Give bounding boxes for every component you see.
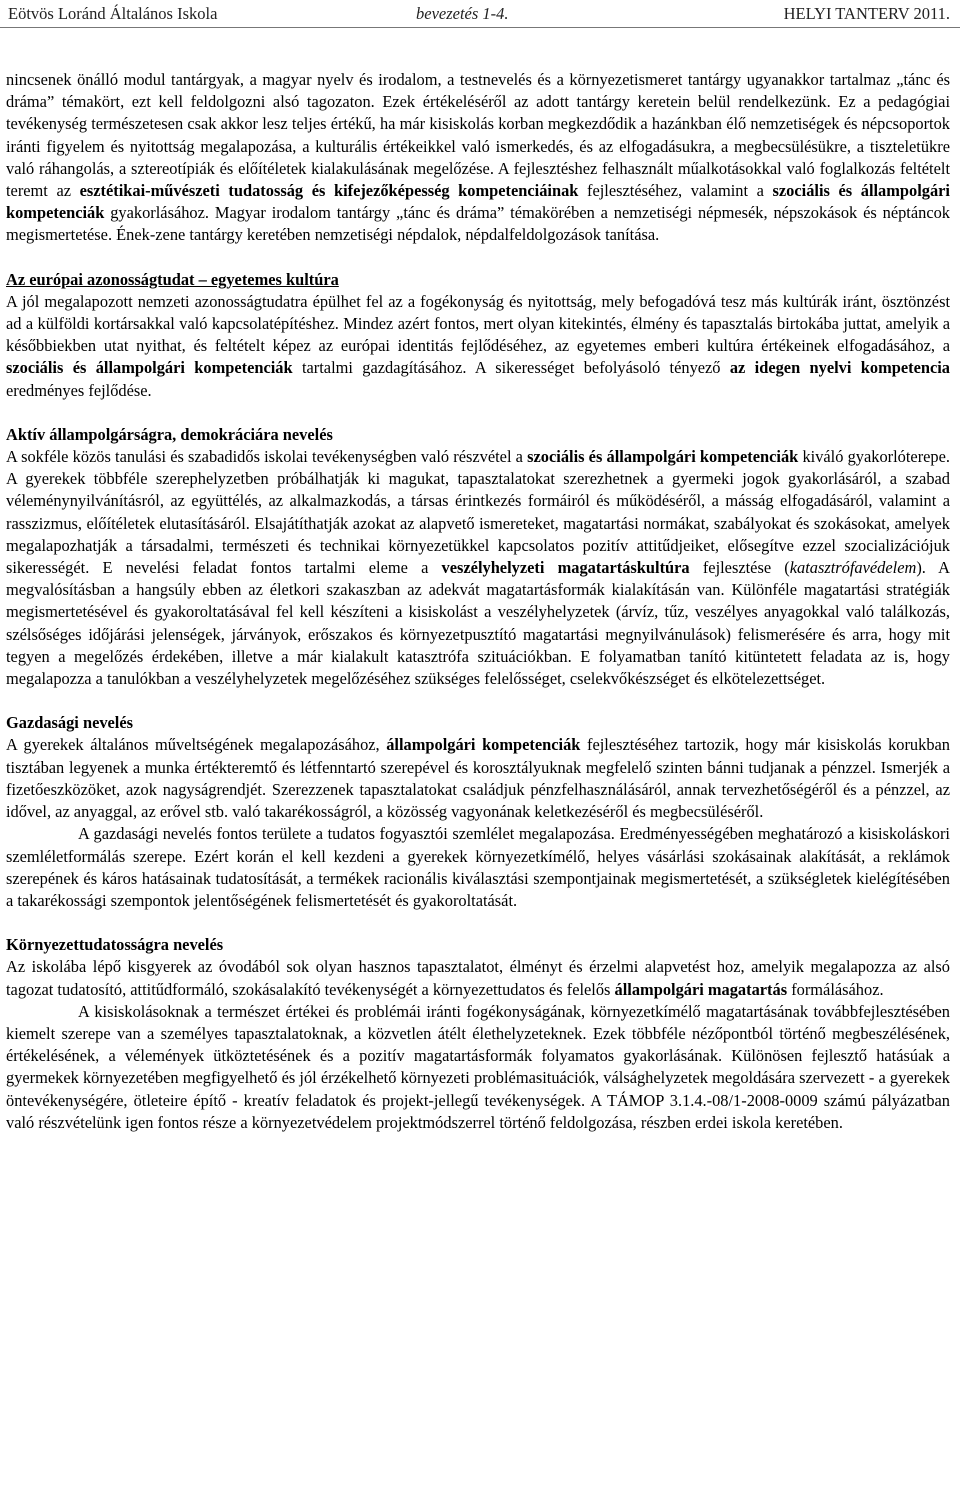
header-school-name: Eötvös Loránd Általános Iskola — [8, 4, 218, 23]
section-gap — [6, 247, 950, 269]
environmental-text-1: Az iskolába lépő kisgyerek az óvodából sok olyan hasznos tapasztalatot, élményt és érzelmi alapvetést hoz, amelyik megalapozza az alsó tagozat tudatosító, attitűdformáló, szokásalakító tevékenységét a környezettudatos és felelős — [6, 957, 950, 999]
section-title-european: Az európai azonosságtudat – egyetemes kultúra — [6, 269, 339, 289]
european-text-1: A jól megalapozott nemzeti azonosságtudatra épülhet fel az a fogékonyság és nyitottság, mely befogadóvá tesz más kultúrák iránt, ösztönzést ad a külföldi kortársakkal való kapcsolatépítéshez. Mindez azért fontos, mert olyan kitekintés, élmény és tapasztalás birtokába juttat, amelyik a későbbiekben utat nyithat, és feltételt képez az európai identitás fejlődéséhez, az egyetemes emberi kultúra értékeinek elfogadásához, a — [6, 291, 950, 356]
citizenship-text-4: ). A megvalósításban a hangsúly ebben az életkori szakaszban az adekvát magatartásformák kialakításán van. Különféle magatartási stratégiák megismertetésével és gyakoroltatásával fel kell készíteni a kisiskolást a veszélyhelyzetek (árvíz, tűz, veszélyes anyagokkal való találkozás, szélsőséges időjárási jelenségek, járványok, erőszakos és környezetpusztító magatartási megnyilvánulások) felismerésére és arra, hogy mit tegyen a megelőzés érdekében, illetve a már kialakult katasztrófa szituációkban. E folyamatban tanító kitüntetett feladata az is, hogy megalapozza a tanulókban a veszélyhelyzetek megelőzéséhez szükséges felelősséget, cselekvőkészséget és elkötelezettséget. — [6, 558, 951, 689]
economic-text-2: fejlesztéséhez tartozik, hogy már kisiskolás korukban tisztában legyenek a munka értékteremtő és létfenntartó szerepével és korosztályuknak megfelelő szinten bánni tudjanak a pénzzel. Ismerjék a fizetőeszközöket, azok nagyságrendjét. Szerezzenek tapasztalatokat családjuk pénzfelhasználásáról, annak tervezhetőségéről és a pénzzel, az idővel, az anyaggal, az erővel stb. való takarékosságról, a közösség vagyonának keletkezéséről és megbecsüléséről. — [6, 735, 950, 822]
european-paragraph — [6, 291, 950, 402]
environmental-paragraph-2: A kisiskolásoknak a természet értékei és problémái iránti fogékonyságának, környezetkímélő magatartásának továbbfejlesztésében kiemelt szerepe van a személyes tapasztalatoknak, a közvetlen átélt élethelyzeteknek. Ezek többféle nézőpontból történő megbeszélésének, értékelésének, a vélemények ütköztetésének és a pozitív magatartásformák folyamatos gyakorlásának. Különösen fejlesztő hatásúak a gyermekek környezetében megfigyelhető és jól érzékelhető környezeti problémasituációk, válsághelyzetek megoldására szervezett - a gyerekek öntevékenységére, ötleteire építő - kreatív feladatok és projekt-jellegű tevékenységek. A TÁMOP 3.1.4.-08/1-2008-0009 számú pályázatban való részvételünk igen fontos része a környezetvédelem projektmódszerrel történő feldolgozása, részben erdei iskola keretében. — [6, 1001, 950, 1132]
intro-paragraph — [6, 69, 950, 247]
citizenship-text-2: kiváló gyakorlóterepe. A gyerekek többféle szerephelyzetben próbálhatják ki magukat, tapasztalatokat szerezhetnek a gyermeki jogok gyakorlásáról, a szabad véleménynyilvánításról, az együttélés, az alkalmazkodás, a társas érintkezés formáiról és működéséről, a másság elfogadásáról, valamint a rasszizmus, előítéletek elutasításáról. Elsajátíthatják azokat az alapvető ismereteket, magatartási normákat, szabályokat és szokásokat, amelyek megalapozhatják a társadalmi, természeti és technikai környezetükkel kapcsolatos pozitív attitűdjeiket, elősegítve ezzel szocializációjuk sikerességét. E nevelési feladat fontos tartalmi eleme a — [6, 447, 951, 578]
environmental-text-2: formálásához. — [787, 979, 884, 999]
intro-text-2: fejlesztéséhez, valamint a — [578, 181, 773, 201]
environmental-paragraph-1 — [6, 956, 950, 1000]
citizenship-italic-1: katasztrófavédelem — [789, 558, 917, 578]
intro-bold-2: szociális és állampolgári kompetenciák — [6, 181, 950, 223]
intro-bold-1: esztétikai-művészeti tudatosság és kifejezőképesség kompetenciáinak — [79, 181, 579, 201]
section-gap — [6, 402, 950, 424]
section-title-environmental: Környezettudatosságra nevelés — [6, 935, 224, 955]
environmental-bold-1: állampolgári magatartás — [614, 979, 788, 999]
header-divider — [0, 27, 960, 28]
header-grades: bevezetés 1-4. — [416, 4, 509, 23]
economic-bold-1: állampolgári kompetenciák — [386, 735, 581, 755]
citizenship-text-1: A sokféle közös tanulási és szabadidős iskolai tevékenységben való részvétel a — [6, 447, 528, 467]
intro-text-1: nincsenek önálló modul tantárgyak, a magyar nyelv és irodalom, a testnevelés és a környezetismeret tantárgy ugyanakkor tartalmaz „tánc és dráma” témakört, ezt kell feldolgozni alsó tagozaton. Ezek értékeléséről az adott tantárgy keretein belül rendelkezünk. Ez a pedagógiai tevékenység természetesen csak akkor lesz teljes értékű, ha már kisiskolás korban megkezdődik a hazánkban élő nemzetiségek és népcsoportok iránti figyelem és nyitottság megalapozása, a kulturális értékeikkel való ismerkedés, és az elfogadásukra, a megbecsülésükre, a tiszteletükre való ráhangolás, a sztereotípiák és előítéletek kialakulásának megelőzése. A fejlesztéshez felhasznált műalkotásokkal való foglalkozás feltételt teremt az — [6, 70, 950, 201]
page-header — [8, 3, 952, 27]
citizenship-paragraph — [6, 446, 950, 690]
document-body — [6, 69, 950, 1134]
european-text-2: tartalmi gazdagításához. A sikerességet befolyásoló tényező — [292, 358, 730, 378]
economic-paragraph-1 — [6, 734, 950, 823]
header-curriculum-title: HELYI TANTERV 2011. — [783, 4, 950, 23]
section-gap — [6, 912, 950, 934]
european-bold-1: szociális és állampolgári kompetenciák — [6, 358, 293, 378]
section-title-economic: Gazdasági nevelés — [6, 713, 134, 733]
economic-text-1: A gyerekek általános műveltségének megalapozásához, — [6, 735, 387, 755]
economic-paragraph-2: A gazdasági nevelés fontos területe a tudatos fogyasztói szemlélet megalapozása. Eredményességében meghatározó a kisiskoláskori szemléletformálás szerepe. Ezért korán el kell kezdeni a gyerekek környezetkímélő, helyes vásárlási szokásainak alakítását, a reklámok szerepének és káros hatásainak tudatosítását, a termékek racionális kiválasztási szempontjainak megismertetését, a szükségletek kielégítésében a takarékossági szempontok jelentőségének felismertetését és gyakoroltatását. — [6, 824, 950, 910]
citizenship-bold-1: szociális és állampolgári kompetenciák — [527, 447, 799, 467]
european-bold-2: az idegen nyelvi kompetencia — [729, 358, 950, 378]
citizenship-text-3: fejlesztése ( — [689, 558, 790, 578]
intro-text-3: gyakorlásához. Magyar irodalom tantárgy „tánc és dráma” témakörében a nemzetiségi népmesék, népszokások és néptáncok megismertetése. Ének-zene tantárgy keretében nemzetiségi népdalok, népdalfeldolgozások tanítása. — [6, 203, 950, 245]
european-text-3: eredményes fejlődése. — [6, 380, 152, 400]
section-title-citizenship: Aktív állampolgárságra, demokráciára nevelés — [6, 424, 333, 444]
section-gap — [6, 690, 950, 712]
citizenship-bold-2: veszélyhelyzeti magatartáskultúra — [441, 558, 690, 578]
